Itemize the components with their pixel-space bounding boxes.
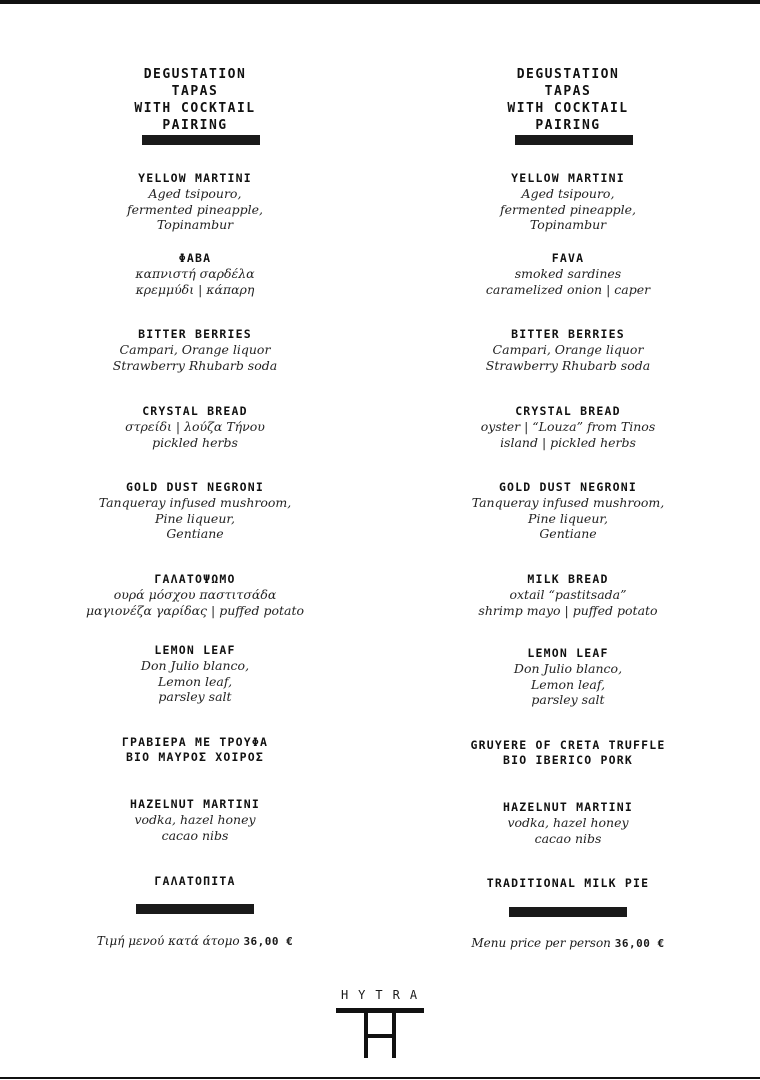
item-name: ΓΡΑΒΙΕΡΑ ΜΕ ΤΡΟΥΦΑ [121, 735, 269, 749]
item-description: fermented pineapple, [500, 201, 636, 217]
item-description: Topinambur [156, 217, 234, 232]
item-description: caramelized onion | caper [485, 281, 651, 297]
item-name: GRUYERE OF CRETA TRUFFLE [470, 738, 666, 752]
item-description: καπνιστή σαρδέλα [135, 266, 255, 281]
menu-item [45, 643, 345, 705]
item-description: Pine liqueur, [528, 510, 608, 526]
item-description: Lemon leaf, [157, 673, 233, 689]
menu-item [418, 646, 718, 708]
menu-column-greek [45, 0, 345, 1000]
closing-bar [136, 904, 254, 914]
item-name: BITTER BERRIES [511, 327, 625, 341]
item-description: Lemon leaf, [530, 676, 606, 692]
item-description: Topinambur [529, 217, 607, 232]
menu-item [45, 251, 345, 297]
item-name: MILK BREAD [527, 572, 609, 586]
heading-line: TAPAS [544, 84, 592, 99]
item-description: parsley salt [158, 689, 232, 704]
item-name: GOLD DUST NEGRONI [125, 480, 265, 494]
item-description: μαγιονέζα γαρίδας | puffed potato [85, 602, 305, 618]
item-name: BIO IBERICO PORK [503, 753, 633, 767]
menu-item [45, 735, 345, 765]
menu-item [45, 797, 345, 843]
bottom-rule [0, 1077, 760, 1079]
menu-item [418, 572, 718, 618]
item-name: CRYSTAL BREAD [515, 404, 621, 418]
heading-line: DEGUSTATION [516, 67, 620, 82]
item-description: oxtail “pastitsada” [509, 587, 627, 602]
item-description: Aged tsipouro, [148, 186, 242, 201]
item-description: Don Julio blanco, [513, 661, 623, 676]
heading-line: WITH COCKTAIL [507, 101, 629, 116]
menu-item [418, 327, 718, 373]
price-value: 36,00 € [614, 937, 665, 950]
item-description: Pine liqueur, [155, 510, 235, 526]
menu-price [418, 936, 718, 950]
price-label: Τιμή μενού κατά άτομο [96, 934, 240, 948]
item-name: YELLOW MARTINI [511, 171, 625, 185]
item-description: Campari, Orange liquor [492, 342, 644, 357]
item-description: Gentiane [539, 526, 597, 541]
menu-item [418, 480, 718, 542]
item-description: smoked sardines [514, 266, 622, 281]
heading-line: WITH COCKTAIL [134, 101, 256, 116]
heading-line: TAPAS [171, 84, 219, 99]
item-name: FAVA [551, 251, 585, 265]
menu-item [45, 480, 345, 542]
item-name: BITTER BERRIES [138, 327, 252, 341]
item-description: Tanqueray infused mushroom, [98, 495, 292, 510]
menu-item [45, 874, 345, 889]
item-description: pickled herbs [152, 434, 238, 450]
logo-wordmark: HYTRA [340, 988, 428, 1002]
item-description: ουρά μόσχου παστιτσάδα [113, 587, 277, 602]
menu-item [45, 572, 345, 618]
item-description: parsley salt [531, 692, 605, 707]
menu-column-english [418, 0, 718, 1000]
item-name: GOLD DUST NEGRONI [498, 480, 638, 494]
hytra-logo [330, 988, 430, 1060]
item-description: vodka, hazel honey [507, 815, 629, 830]
item-name: HAZELNUT MARTINI [130, 797, 260, 811]
menu-item [45, 404, 345, 450]
item-description: Campari, Orange liquor [119, 342, 271, 357]
menu-item [45, 171, 345, 233]
menu-item [418, 251, 718, 297]
menu-price [45, 934, 345, 948]
menu-item [418, 876, 718, 891]
menu-item [418, 738, 718, 768]
item-description: island | pickled herbs [500, 434, 636, 450]
item-name: ΒΙΟ ΜΑΥΡΟΣ ΧΟΙΡΟΣ [125, 750, 265, 764]
price-value: 36,00 € [243, 935, 294, 948]
menu-item [45, 327, 345, 373]
item-name: TRADITIONAL MILK PIE [486, 876, 650, 890]
item-description: Aged tsipouro, [521, 186, 615, 201]
heading-line: PAIRING [535, 118, 601, 133]
item-description: Strawberry Rhubarb soda [112, 357, 278, 373]
item-description: cacao nibs [161, 827, 229, 843]
item-name: ΦΑΒΑ [178, 251, 212, 265]
item-description: vodka, hazel honey [134, 812, 256, 827]
closing-bar [509, 907, 627, 917]
item-name: LEMON LEAF [527, 646, 609, 660]
item-description: στρείδι | λούζα Τήνου [125, 419, 265, 434]
item-description: κρεμμύδι | κάπαρη [135, 281, 255, 297]
item-description: Tanqueray infused mushroom, [471, 495, 665, 510]
item-description: cacao nibs [534, 830, 602, 846]
menu-item [418, 800, 718, 846]
item-description: Gentiane [166, 526, 224, 541]
price-label: Menu price per person [471, 936, 611, 950]
item-name: YELLOW MARTINI [138, 171, 252, 185]
heading-line: PAIRING [162, 118, 228, 133]
item-description: fermented pineapple, [127, 201, 263, 217]
item-description: Strawberry Rhubarb soda [485, 357, 651, 373]
item-name: LEMON LEAF [154, 643, 236, 657]
item-description: oyster | “Louza” from Tinos [480, 419, 656, 434]
item-name: CRYSTAL BREAD [142, 404, 248, 418]
item-name: ΓΑΛΑΤΟΨΩΜΟ [154, 572, 236, 586]
menu-heading [418, 66, 718, 134]
item-description: shrimp mayo | puffed potato [478, 602, 658, 618]
menu-item [418, 171, 718, 233]
menu-item [418, 404, 718, 450]
logo-mark-icon [334, 1006, 426, 1058]
heading-line: DEGUSTATION [143, 67, 247, 82]
item-description: Don Julio blanco, [140, 658, 250, 673]
item-name: ΓΑΛΑΤΟΠΙΤΑ [154, 874, 236, 888]
heading-underline-bar [515, 135, 633, 145]
heading-underline-bar [142, 135, 260, 145]
menu-heading [45, 66, 345, 134]
item-name: HAZELNUT MARTINI [503, 800, 633, 814]
